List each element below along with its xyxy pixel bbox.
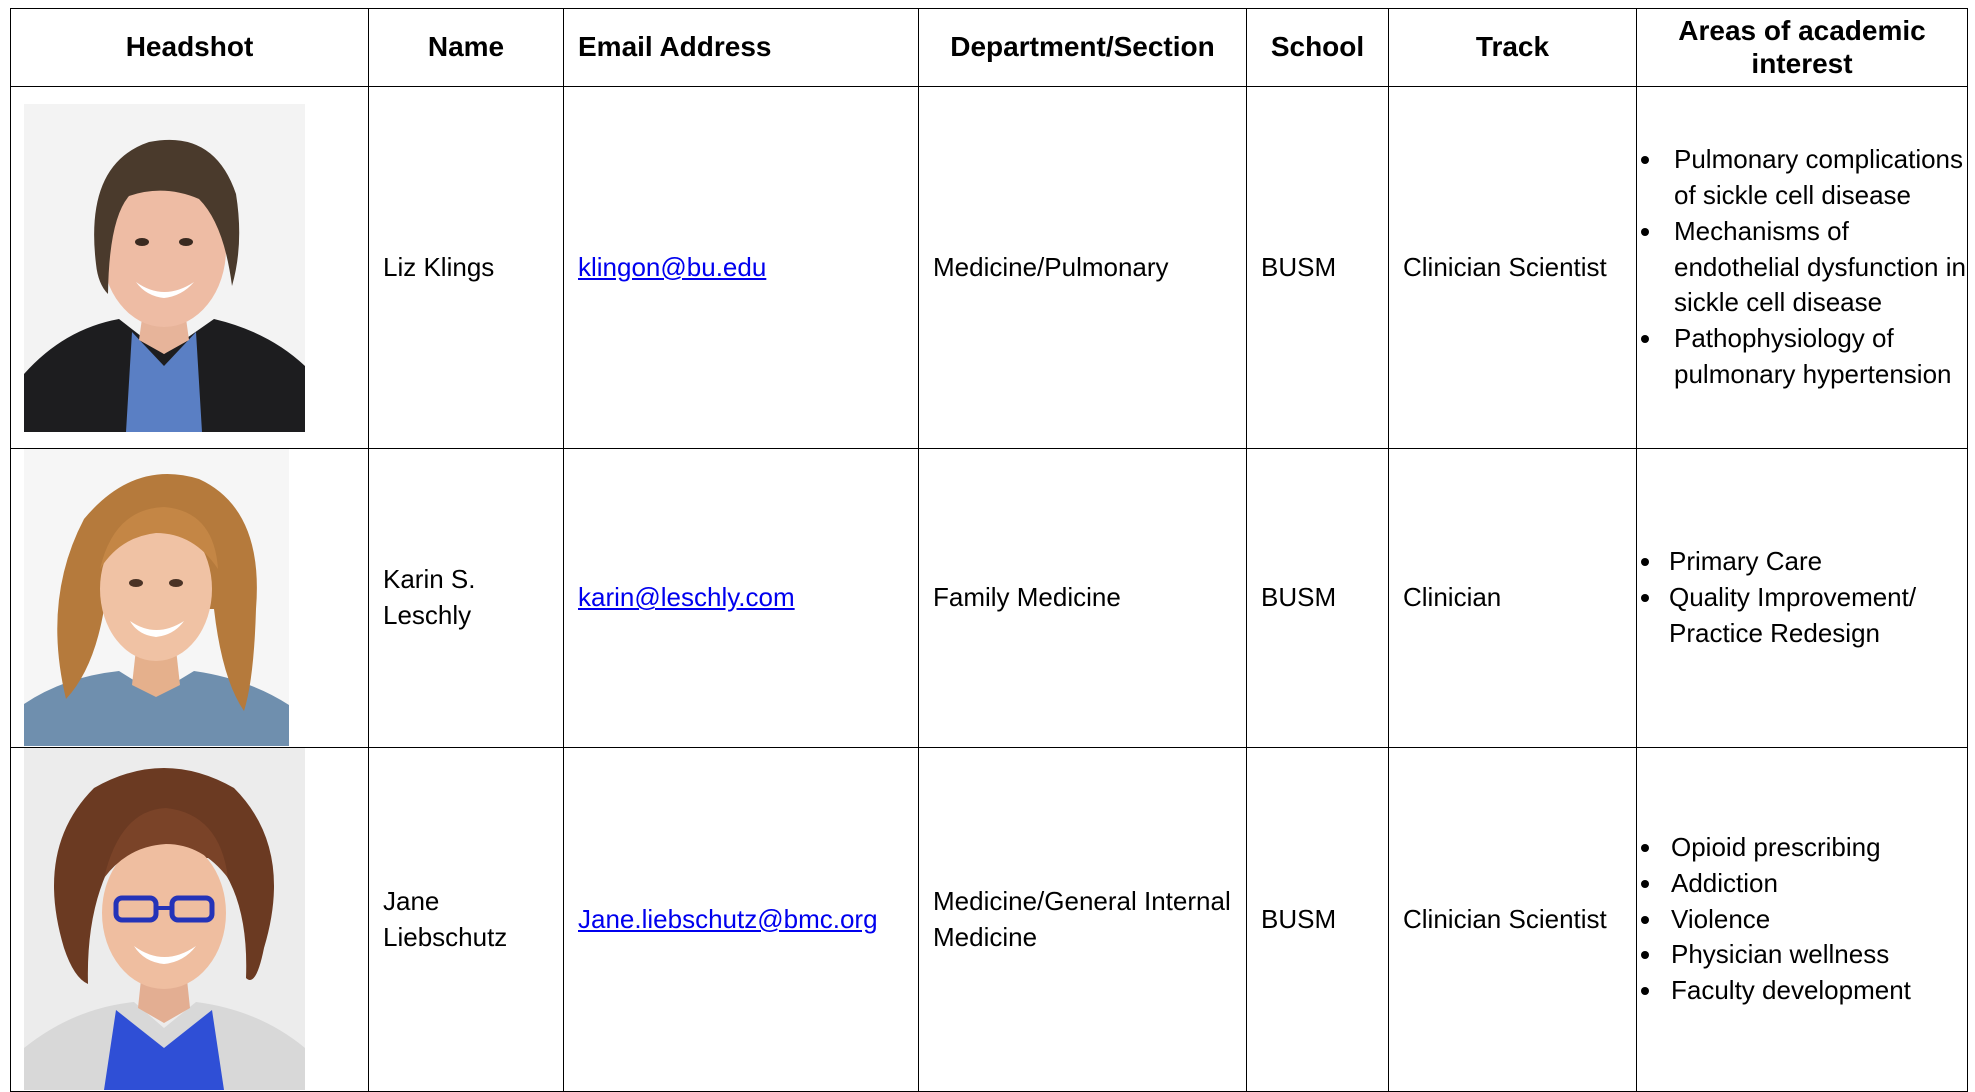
header-headshot: Headshot bbox=[11, 9, 369, 87]
headshot-photo bbox=[24, 449, 289, 746]
areas-cell bbox=[1637, 87, 1968, 449]
header-name: Name bbox=[369, 9, 564, 87]
school-cell: BUSM bbox=[1247, 449, 1389, 748]
header-department: Department/Section bbox=[919, 9, 1247, 87]
school-cell: BUSM bbox=[1247, 87, 1389, 449]
department-cell: Medicine/Pulmonary bbox=[919, 87, 1247, 449]
headshot-cell bbox=[11, 87, 369, 449]
headshot-photo bbox=[24, 104, 305, 432]
list-item: Pathophysiology of pulmonary hypertension bbox=[1637, 321, 1967, 393]
headshot-photo bbox=[24, 748, 305, 1090]
header-track: Track bbox=[1389, 9, 1637, 87]
list-item: Pulmonary complications of sickle cell disease bbox=[1637, 142, 1967, 214]
department-cell: Family Medicine bbox=[919, 449, 1247, 748]
school-cell: BUSM bbox=[1247, 748, 1389, 1092]
table-row bbox=[11, 748, 1968, 1092]
email-cell bbox=[564, 449, 919, 748]
email-cell bbox=[564, 748, 919, 1092]
name-cell: Karin S. Leschly bbox=[369, 449, 564, 748]
track-cell: Clinician Scientist bbox=[1389, 748, 1637, 1092]
table-row bbox=[11, 87, 1968, 449]
list-item: Physician wellness bbox=[1637, 937, 1967, 973]
list-item: Primary Care bbox=[1637, 544, 1967, 580]
list-item: Violence bbox=[1637, 902, 1967, 938]
headshot-cell bbox=[11, 748, 369, 1092]
list-item: Faculty development bbox=[1637, 973, 1967, 1009]
header-email: Email Address bbox=[564, 9, 919, 87]
email-cell bbox=[564, 87, 919, 449]
areas-cell bbox=[1637, 748, 1968, 1092]
email-link[interactable]: karin@leschly.com bbox=[578, 582, 795, 613]
faculty-table-wrapper bbox=[10, 8, 1968, 1092]
areas-list bbox=[1637, 544, 1967, 652]
track-cell: Clinician Scientist bbox=[1389, 87, 1637, 449]
header-row bbox=[11, 9, 1968, 87]
list-item: Mechanisms of endothelial dysfunction in sickle cell disease bbox=[1637, 214, 1967, 322]
areas-cell bbox=[1637, 449, 1968, 748]
department-cell: Medicine/General Internal Medicine bbox=[919, 748, 1247, 1092]
track-cell: Clinician bbox=[1389, 449, 1637, 748]
header-areas: Areas of academic interest bbox=[1637, 9, 1968, 87]
email-link[interactable]: Jane.liebschutz@bmc.org bbox=[578, 903, 878, 934]
list-item: Quality Improvement/ Practice Redesign bbox=[1637, 580, 1967, 652]
email-link[interactable]: klingon@bu.edu bbox=[578, 251, 767, 282]
name-cell: Jane Liebschutz bbox=[369, 748, 564, 1092]
name-cell: Liz Klings bbox=[369, 87, 564, 449]
header-school: School bbox=[1247, 9, 1389, 87]
areas-list bbox=[1637, 142, 1967, 393]
list-item: Opioid prescribing bbox=[1637, 830, 1967, 866]
list-item: Addiction bbox=[1637, 866, 1967, 902]
faculty-table bbox=[10, 8, 1968, 1092]
headshot-cell bbox=[11, 449, 369, 748]
table-row bbox=[11, 449, 1968, 748]
areas-list bbox=[1637, 830, 1967, 1009]
